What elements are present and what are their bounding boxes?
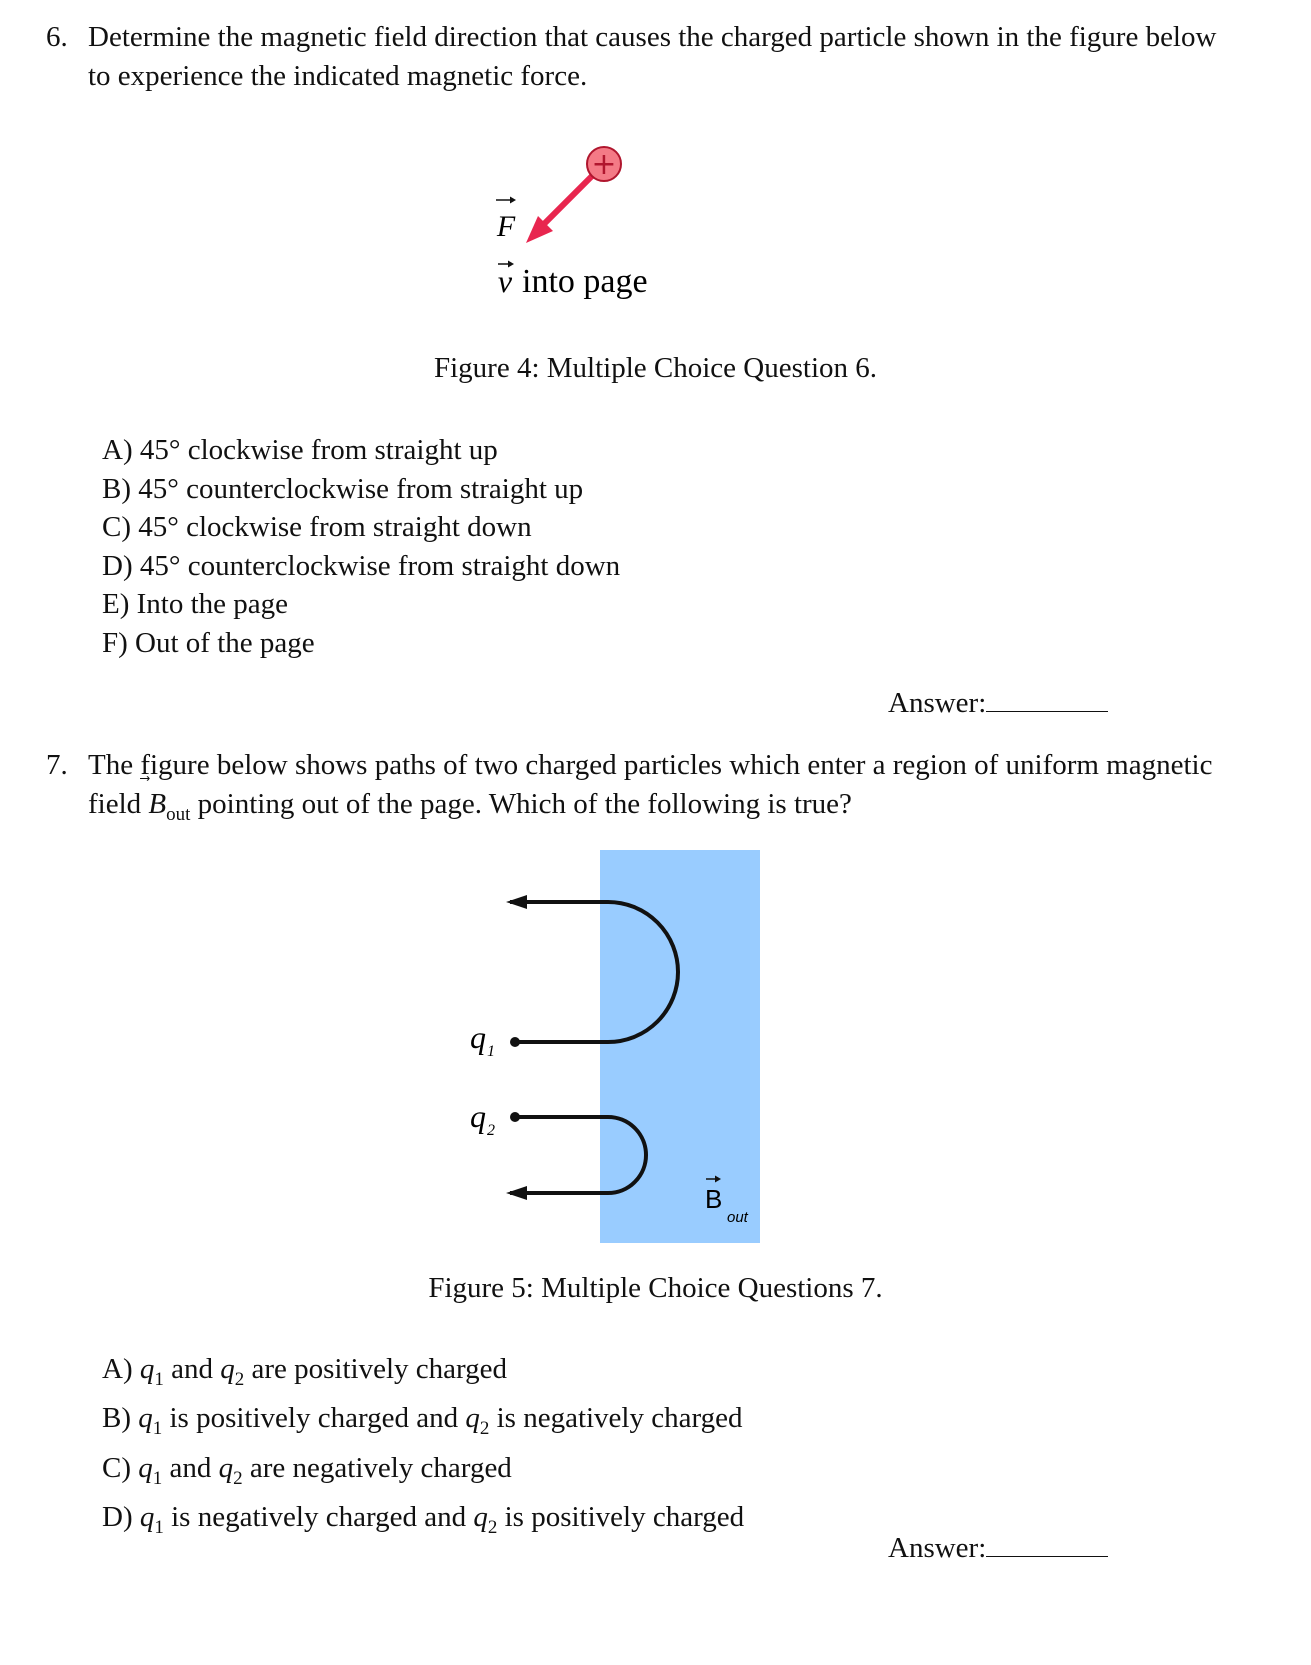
question-number: 6. <box>46 21 68 53</box>
velocity-text: into page <box>522 263 648 300</box>
b-subscript: out <box>727 1209 748 1226</box>
q7-option-c[interactable]: C) $q_1$ and $q_2$ are negatively charged <box>102 1451 512 1489</box>
force-arrow-shaft <box>540 172 596 228</box>
q6-option-a[interactable]: A) 45° clockwise from straight up <box>102 434 498 466</box>
q7-answer <box>888 1530 1108 1565</box>
figure-4-caption: Figure 4: Multiple Choice Question 6. <box>433 352 877 384</box>
q2-arrowhead <box>506 1186 527 1200</box>
q7-options <box>102 1350 744 1547</box>
question-number: 7. <box>46 749 68 781</box>
q7-option-b[interactable]: B) $q_1$ is positively charged and $q_2$ is negatively charged <box>102 1402 743 1440</box>
question-6 <box>46 18 1226 96</box>
q1-label: q <box>470 1019 486 1055</box>
field-symbol: B <box>148 788 167 820</box>
force-label: F <box>496 210 516 243</box>
q6-option-f[interactable]: F) Out of the page <box>102 626 315 659</box>
field-region <box>600 850 760 1243</box>
q6-answer <box>888 685 1108 720</box>
answer-label: Answer: <box>888 687 987 719</box>
figure-5-caption: Figure 5: Multiple Choice Questions 7. <box>428 1272 883 1304</box>
charge-sign: + <box>591 147 617 182</box>
figure-5 <box>440 850 780 1255</box>
answer-blank[interactable] <box>986 1530 1108 1557</box>
q6-option-b[interactable]: B) 45° counterclockwise from straight up <box>102 472 584 505</box>
q6-option-e[interactable]: E) Into the page <box>102 588 289 620</box>
b-label: B <box>705 1184 723 1214</box>
q6-options <box>102 431 620 662</box>
answer-label: Answer: <box>888 1532 987 1564</box>
q7-option-a[interactable]: A) $q_1$ and $q_2$ are positively charged <box>102 1353 508 1390</box>
q2-label: q <box>470 1098 486 1134</box>
velocity-label: v <box>497 263 513 299</box>
question-7 <box>46 746 1226 834</box>
q1-arrowhead <box>506 895 527 909</box>
answer-blank[interactable] <box>986 685 1108 712</box>
figure-4 <box>470 140 710 310</box>
force-diagram <box>470 140 710 310</box>
particle-paths-diagram <box>440 850 780 1255</box>
q6-option-c[interactable]: C) 45° clockwise from straight down <box>102 511 532 543</box>
q1-subscript: 1 <box>487 1043 495 1060</box>
q7-option-d[interactable]: D) $q_1$ is negatively charged and $q_2$ is positively charged <box>102 1500 745 1538</box>
q6-option-d[interactable]: D) 45° counterclockwise from straight down <box>102 549 621 582</box>
question-text: Determine the magnetic field direction that causes the charged particle shown in the figure below to experience the indicated magnetic force. <box>88 21 1217 92</box>
question-text: The figure below shows paths of two charged particles which enter a region of uniform magnetic field $B_{out}$ pointing out of the page. Which of the following is true? <box>88 749 1213 825</box>
q2-subscript: 2 <box>487 1122 495 1139</box>
